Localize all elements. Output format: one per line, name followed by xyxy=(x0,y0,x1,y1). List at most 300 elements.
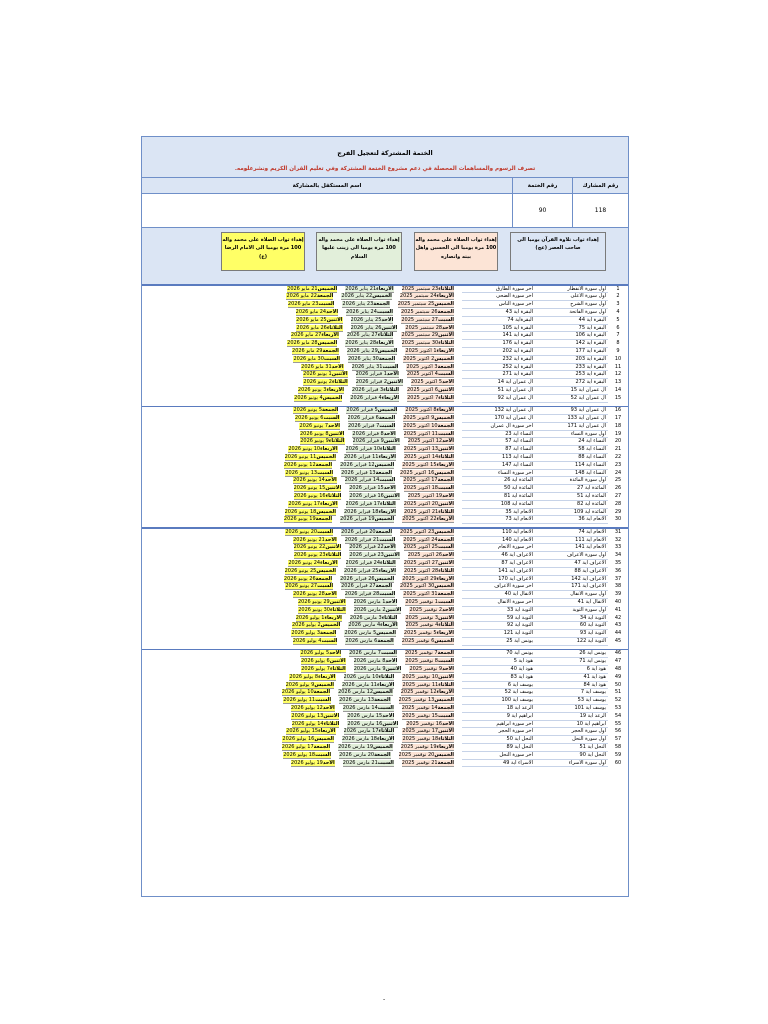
khatma-sheet xyxy=(141,136,629,897)
weekday: الأربعاء xyxy=(436,293,454,300)
row-number: 39 xyxy=(614,591,622,598)
spacer xyxy=(394,705,402,713)
weekday: الاثنين xyxy=(329,658,346,665)
weekday: الاثنين xyxy=(331,371,348,378)
date: 17 اكتوبر 2025 xyxy=(403,477,438,484)
spacer xyxy=(400,438,408,446)
surah-start: البقرة اية 106 xyxy=(535,332,608,340)
weekday: الخميس xyxy=(434,583,454,590)
table-row xyxy=(142,705,628,713)
table-row xyxy=(142,509,628,517)
date: 6 يوليو 2026 xyxy=(300,658,330,665)
date: 24 مايو 2026 xyxy=(295,308,327,315)
hussein-date-cell xyxy=(405,348,454,356)
weekday: الجمعة xyxy=(437,422,454,429)
weekday: السبت xyxy=(317,469,334,476)
spacer xyxy=(392,529,400,537)
ridha-date-cell xyxy=(293,638,338,646)
surah-end: النساء اية 23 xyxy=(462,431,535,439)
surah-end: النساء اية 147 xyxy=(462,462,535,470)
zainab-date-cell xyxy=(340,462,394,470)
surah-end: النحل اية 50 xyxy=(462,736,535,744)
hussein-date-cell xyxy=(405,658,454,666)
weekday: الثلاثاء xyxy=(438,567,454,574)
hussein-date-cell xyxy=(401,744,454,752)
weekday: الثلاثاء xyxy=(326,324,343,331)
weekday: الثلاثاء xyxy=(380,559,396,566)
zainab-date-cell xyxy=(354,658,398,666)
weekday: الجمعة xyxy=(437,536,454,543)
date: 13 يوليو 2026 xyxy=(291,712,324,719)
date: 5 نوفمبر 2025 xyxy=(403,630,437,637)
ridha-date-cell xyxy=(284,576,332,584)
row-number: 57 xyxy=(614,736,622,743)
hussein-date-cell xyxy=(403,537,454,545)
spacer xyxy=(397,407,405,415)
weekday: الخميس xyxy=(372,293,392,300)
spacer xyxy=(346,666,354,674)
date: 3 فبراير 2026 xyxy=(351,386,384,393)
row-number: 24 xyxy=(614,469,622,476)
row-number: 32 xyxy=(614,536,622,543)
date: 1 نوفمبر 2025 xyxy=(405,598,438,605)
spacer xyxy=(403,379,411,387)
hussein-date-cell xyxy=(403,356,454,364)
surah-start: الانفال اية 41 xyxy=(535,599,608,607)
spacer xyxy=(396,568,404,576)
surah-end: ال عمران اية 51 xyxy=(462,387,535,395)
ridha-date-cell xyxy=(288,446,337,454)
zainab-date-cell xyxy=(351,325,398,333)
date: 30 اكتوبر 2025 xyxy=(400,583,435,590)
weekday: الأحد xyxy=(383,485,396,492)
spacer xyxy=(340,415,348,423)
surah-start: اول سورة التوبة xyxy=(535,607,608,615)
weekday: الأربعاء xyxy=(378,567,396,574)
zainab-date-cell xyxy=(347,348,398,356)
table-row xyxy=(142,697,628,705)
hussein-date-cell xyxy=(401,309,454,317)
spacer xyxy=(342,615,350,623)
spacer xyxy=(397,650,405,658)
surah-end: البقرة اية 176 xyxy=(462,340,535,348)
date: 24 يناير 2026 xyxy=(346,308,377,315)
date: 19 نوفمبر 2025 xyxy=(400,743,437,750)
zainab-date-cell xyxy=(344,509,396,517)
date: 29 مايو 2026 xyxy=(292,347,323,354)
spacer xyxy=(454,537,462,545)
date: 13 اكتوبر 2025 xyxy=(403,446,439,453)
ridha-date-cell xyxy=(282,736,334,744)
hussein-date-cell xyxy=(407,387,454,395)
spacer xyxy=(340,622,348,630)
date: 21 يناير 2026 xyxy=(345,285,377,292)
spacer xyxy=(394,340,402,348)
date: 10 نوفمبر 2025 xyxy=(402,673,439,680)
zainab-date-cell xyxy=(344,630,395,638)
spacer xyxy=(454,454,462,462)
spacer xyxy=(454,697,462,705)
date: 10 يونيو 2026 xyxy=(288,446,321,453)
ridha-date-cell xyxy=(285,470,333,478)
date: 25 سبتمبر 2025 xyxy=(397,301,435,308)
ridha-date-cell xyxy=(285,529,333,537)
spacer xyxy=(336,674,344,682)
row-number: 29 xyxy=(614,508,622,515)
date: 4 يوليو 2026 xyxy=(292,637,322,644)
row-group xyxy=(142,284,628,403)
weekday: الأربعاء xyxy=(436,407,454,414)
spacer xyxy=(334,682,342,690)
date: 20 نوفمبر 2025 xyxy=(398,751,435,758)
surah-start: الاعراف اية 171 xyxy=(535,583,608,591)
weekday: الثلاثاء xyxy=(323,720,340,727)
zainab-date-cell xyxy=(356,371,399,379)
table-row xyxy=(142,728,628,736)
row-number: 11 xyxy=(614,363,622,370)
hussein-date-cell xyxy=(405,325,454,333)
surah-start: هود اية 41 xyxy=(535,674,608,682)
weekday: الأحد xyxy=(442,552,454,559)
spacer xyxy=(336,454,344,462)
spacer xyxy=(454,689,462,697)
ridha-date-cell xyxy=(286,293,333,301)
spacer xyxy=(335,760,343,768)
spacer xyxy=(454,379,462,387)
weekday: السبت xyxy=(315,697,332,704)
zainab-date-cell xyxy=(341,293,392,301)
spacer xyxy=(395,423,403,431)
weekday: الجمعة xyxy=(437,650,454,657)
spacer xyxy=(454,544,462,552)
weekday: الجمعة xyxy=(322,347,339,354)
spacer xyxy=(394,736,402,744)
table-row xyxy=(142,356,628,364)
surah-end: ابراهيم اية 9 xyxy=(462,713,535,721)
spacer xyxy=(348,379,356,387)
surah-end: النحل اية 89 xyxy=(462,744,535,752)
spacer xyxy=(454,583,462,591)
weekday: الجمعة xyxy=(374,697,391,704)
weekday: الخميس xyxy=(373,743,393,750)
date: 3 يونيو 2026 xyxy=(297,386,327,393)
weekday: الأحد xyxy=(386,371,399,378)
surah-end: الانفال اية 40 xyxy=(462,591,535,599)
date: 15 يوليو 2026 xyxy=(286,728,319,735)
ridha-date-cell xyxy=(293,356,339,364)
date: 27 سبتمبر 2025 xyxy=(401,316,438,323)
date: 5 مارس 2026 xyxy=(344,630,377,637)
zainab-date-cell xyxy=(351,317,394,325)
row-number: 12 xyxy=(614,371,622,378)
ridha-date-cell xyxy=(300,438,344,446)
spacer xyxy=(392,293,400,301)
weekday: الجمعة xyxy=(320,630,337,637)
sheet-header xyxy=(142,137,628,193)
date: 7 يونيو 2026 xyxy=(299,422,329,429)
spacer xyxy=(343,325,351,333)
weekday: السبت xyxy=(437,371,454,378)
date: 30 سبتمبر 2025 xyxy=(401,340,439,347)
spacer xyxy=(394,576,402,584)
date: 15 اكتوبر 2025 xyxy=(402,461,437,468)
surah-start: يوسف اية 101 xyxy=(535,705,608,713)
row-number: 34 xyxy=(614,552,622,559)
date: 22 يونيو 2026 xyxy=(293,544,326,551)
surah-end: البقرة اية 43 xyxy=(462,309,535,317)
date: 5 يوليو 2026 xyxy=(300,650,330,657)
row-number: 42 xyxy=(614,614,622,621)
surah-end: الانعام اية 73 xyxy=(462,516,535,524)
participant-number: 118 xyxy=(572,194,628,227)
date: 17 يوليو 2026 xyxy=(281,743,314,750)
date: 30 يناير 2026 xyxy=(347,355,379,362)
surah-start: البقرة اية 75 xyxy=(535,325,608,333)
date: 18 نوفمبر 2025 xyxy=(402,736,439,743)
spacer xyxy=(336,568,344,576)
date: 30 يونيو 2026 xyxy=(298,606,330,613)
spacer xyxy=(339,713,347,721)
table-row xyxy=(142,721,628,729)
weekday: الجمعة xyxy=(437,759,454,766)
table-row xyxy=(142,371,628,379)
spacer xyxy=(391,697,399,705)
surah-end: يوسف اية 52 xyxy=(462,689,535,697)
weekday: الجمعة xyxy=(315,575,333,582)
ridha-date-cell xyxy=(292,721,340,729)
surah-start: المائدة اية 27 xyxy=(535,485,608,493)
zainab-date-cell xyxy=(347,721,398,729)
spacer xyxy=(454,650,462,658)
date: 16 نوفمبر 2025 xyxy=(406,720,443,727)
row-group xyxy=(142,527,628,646)
ridha-date-cell xyxy=(293,407,338,415)
table-row xyxy=(142,568,628,576)
surah-end: التوبة اية 121 xyxy=(462,630,535,638)
spacer xyxy=(454,301,462,309)
row-number: 54 xyxy=(614,712,622,719)
surah-start: البقرة اية 142 xyxy=(535,340,608,348)
date: 27 يونيو 2026 xyxy=(285,583,318,590)
row-number: 23 xyxy=(614,461,622,468)
table-row xyxy=(142,674,628,682)
spacer xyxy=(398,364,406,372)
date: 19 اكتوبر 2025 xyxy=(407,492,443,499)
date: 6 نوفمبر 2025 xyxy=(401,637,435,644)
surah-start: الانعام اية 111 xyxy=(535,537,608,545)
surah-end: المائدة اية 81 xyxy=(462,493,535,501)
row-number: 18 xyxy=(614,422,622,429)
spacer xyxy=(399,387,407,395)
date: 31 مايو 2026 xyxy=(301,363,332,370)
ridha-date-cell xyxy=(293,591,337,599)
surah-start: النحل اية 51 xyxy=(535,744,608,752)
spacer xyxy=(337,591,345,599)
surah-start: يونس اية 71 xyxy=(535,658,608,666)
ridha-date-cell xyxy=(285,568,336,576)
sponsor-name-field[interactable] xyxy=(142,194,512,227)
khatma-number: 90 xyxy=(512,194,572,227)
date: 28 اكتوبر 2025 xyxy=(403,567,439,574)
spacer xyxy=(336,630,344,638)
surah-start: الاعراف اية 47 xyxy=(535,560,608,568)
spacer xyxy=(334,301,342,309)
hussein-date-cell xyxy=(409,666,454,674)
col-khatma-label: رقم الختمة xyxy=(512,178,572,193)
weekday: الاثنين xyxy=(326,316,343,323)
date: 20 يونيو 2026 xyxy=(285,528,318,535)
hussein-date-cell xyxy=(402,462,454,470)
spacer xyxy=(394,638,402,646)
weekday: الخميس xyxy=(317,285,338,292)
spacer xyxy=(333,470,341,478)
spacer xyxy=(390,301,398,309)
table-row xyxy=(142,431,628,439)
zainab-date-cell xyxy=(346,501,396,509)
ridha-date-cell xyxy=(301,666,345,674)
date: 21 اكتوبر 2025 xyxy=(403,508,439,515)
weekday: الاثنين xyxy=(328,430,345,437)
weekday: السبت xyxy=(437,544,454,551)
row-number: 28 xyxy=(614,500,622,507)
zainab-date-cell xyxy=(349,650,397,658)
row-group xyxy=(142,406,628,525)
table-row xyxy=(142,446,628,454)
hussein-date-cell xyxy=(405,599,454,607)
zainab-date-cell xyxy=(352,364,399,372)
date: 29 يونيو 2026 xyxy=(297,598,330,605)
weekday: الثلاثاء xyxy=(328,438,345,445)
spacer xyxy=(454,560,462,568)
table-row xyxy=(142,576,628,584)
surah-end: الاعراف اية 46 xyxy=(462,552,535,560)
row-number: 2 xyxy=(616,293,620,300)
date: 17 يونيو 2026 xyxy=(288,500,321,507)
date: 6 يونيو 2026 xyxy=(294,414,324,421)
zainab-date-cell xyxy=(349,485,395,493)
date: 24 يونيو 2026 xyxy=(288,559,321,566)
spacer xyxy=(338,446,346,454)
weekday: الأربعاء xyxy=(318,728,336,735)
spacer xyxy=(454,674,462,682)
weekday: الأحد xyxy=(322,704,335,711)
weekday: السبت xyxy=(379,536,396,543)
zainab-date-cell xyxy=(339,752,390,760)
date: 21 مايو 2026 xyxy=(287,285,318,292)
weekday: السبت xyxy=(318,301,335,308)
weekday: السبت xyxy=(380,650,397,657)
row-number: 6 xyxy=(616,324,620,331)
weekday: الأحد xyxy=(442,720,454,727)
row-number: 1 xyxy=(616,285,620,292)
date: 7 فبراير 2026 xyxy=(347,422,380,429)
spacer xyxy=(337,286,345,294)
zainab-date-cell xyxy=(343,760,394,768)
table-row xyxy=(142,379,628,387)
table-row xyxy=(142,658,628,666)
date: 9 يوليو 2026 xyxy=(285,681,315,688)
surah-end: الانعام اية 140 xyxy=(462,537,535,545)
hussein-date-cell xyxy=(407,371,454,379)
surah-start: النساء اية 148 xyxy=(535,470,608,478)
spacer xyxy=(341,544,349,552)
hussein-date-cell xyxy=(403,477,454,485)
date: 23 يناير 2026 xyxy=(342,301,374,308)
surah-start: المائدة اية 82 xyxy=(535,501,608,509)
header-values xyxy=(142,193,628,227)
date: 21 مارس 2026 xyxy=(342,759,378,766)
weekday: الأحد xyxy=(328,422,340,429)
spacer xyxy=(394,728,402,736)
table-row xyxy=(142,309,628,317)
surah-end: اخر سورة الحجر xyxy=(462,728,535,736)
row-number: 47 xyxy=(614,658,622,665)
spacer xyxy=(334,736,342,744)
spacer xyxy=(454,599,462,607)
spacer xyxy=(399,371,407,379)
surah-start: الانعام اية 141 xyxy=(535,544,608,552)
surah-start: اول سورة الاعلى xyxy=(535,293,608,301)
ridha-date-cell xyxy=(300,650,341,658)
spacer xyxy=(397,325,405,333)
surah-end: هود اية 83 xyxy=(462,674,535,682)
hussein-date-cell xyxy=(402,638,454,646)
date: 18 اكتوبر 2025 xyxy=(403,485,438,492)
hussein-date-cell xyxy=(404,509,454,517)
date: 25 يناير 2026 xyxy=(350,316,382,323)
row-number: 22 xyxy=(614,453,622,460)
weekday: الجمعة xyxy=(374,751,391,758)
spacer xyxy=(338,501,346,509)
spacer xyxy=(341,650,349,658)
date: 1 يوليو 2026 xyxy=(295,614,325,621)
weekday: الثلاثاء xyxy=(438,453,454,460)
weekday: الاثنين xyxy=(383,492,400,499)
ridha-date-cell xyxy=(296,615,342,623)
weekday: الأربعاء xyxy=(376,681,395,688)
spacer xyxy=(396,630,404,638)
weekday: الثلاثاء xyxy=(377,332,394,339)
weekday: الثلاثاء xyxy=(438,736,454,743)
ridha-date-cell xyxy=(283,697,331,705)
date: 26 يونيو 2026 xyxy=(283,575,316,582)
weekday: الأربعاء xyxy=(436,461,454,468)
surah-end: ال عمران اية 132 xyxy=(462,407,535,415)
surah-start: الانعام اية 36 xyxy=(535,516,608,524)
table-row xyxy=(142,650,628,658)
surah-start: اول سورة الشرح xyxy=(535,301,608,309)
surah-start: اول سورة النحل xyxy=(535,736,608,744)
hussein-date-cell xyxy=(402,576,454,584)
ridha-date-cell xyxy=(295,415,340,423)
ridha-date-cell xyxy=(300,431,344,439)
table-row xyxy=(142,293,628,301)
spacer xyxy=(394,516,402,524)
table-row xyxy=(142,501,628,509)
spacer xyxy=(454,293,462,301)
spacer xyxy=(394,760,402,768)
table-row xyxy=(142,325,628,333)
weekday: الجمعة xyxy=(377,637,394,644)
ridha-date-cell xyxy=(296,309,338,317)
date: 8 فبراير 2026 xyxy=(352,430,384,437)
row-number: 36 xyxy=(614,567,622,574)
date: 12 يونيو 2026 xyxy=(283,461,316,468)
date: 7 نوفمبر 2025 xyxy=(404,650,438,657)
weekday: السبت xyxy=(437,485,454,492)
spacer xyxy=(454,516,462,524)
surah-start: ال عمران اية 15 xyxy=(535,387,608,395)
